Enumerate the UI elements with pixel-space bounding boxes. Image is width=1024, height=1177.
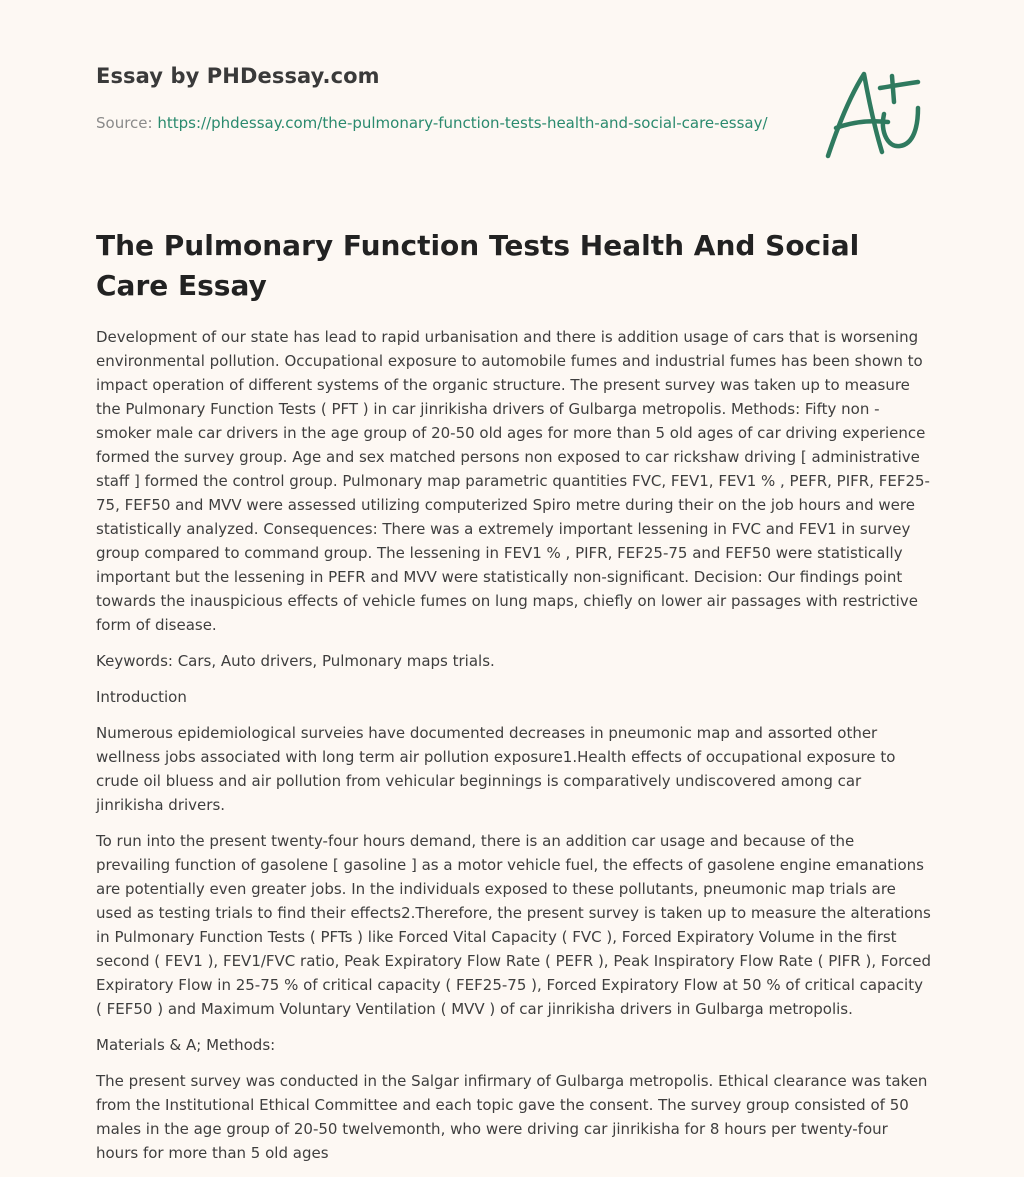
essay-body bbox=[96, 325, 932, 1177]
site-brand: Essay by PHDessay.com bbox=[96, 64, 380, 88]
source-link[interactable]: https://phdessay.com/the-pulmonary-function-tests-health-and-social-care-essay/ bbox=[157, 114, 768, 132]
paragraph-keywords: Keywords: Cars, Auto drivers, Pulmonary maps trials. bbox=[96, 652, 495, 670]
source-line bbox=[96, 112, 776, 134]
heading-methods: Materials & A; Methods: bbox=[96, 1036, 276, 1054]
a-plus-logo-icon bbox=[818, 66, 930, 166]
paragraph-intro-2: To run into the present twenty-four hours demand, there is an addition car usage and because of the prevailing function of gasolene [ gasoline ] as a motor vehicle fuel, the effects of gasolene engine emanations are potentially even greater jobs. In the individuals exposed to these pollutants, pneumonic map trials are used as testing trials to find their effects2.Therefore, the present survey is taken up to measure the alterations in Pulmonary Function Tests ( PFTs ) like Forced Vital Capacity ( FVC ), Forced Expiratory Volume in the first second ( FEV1 ), FEV1/FVC ratio, Peak Expiratory Flow Rate ( PEFR ), Peak Inspiratory Flow Rate ( PIFR ), Forced Expiratory Flow in 25-75 % of critical capacity ( FEF25-75 ), Forced Expiratory Flow at 50 % of critical capacity ( FEF50 ) and Maximum Voluntary Ventilation ( MVV ) of car jinrikisha drivers in Gulbarga metropolis. bbox=[96, 832, 931, 1018]
paragraph-intro-1: Numerous epidemiological surveies have documented decreases in pneumonic map and assorted other wellness jobs associated with long term air pollution exposure1.Health effects of occupational exposure to crude oil bluess and air pollution from vehicular beginnings is comparatively undiscovered among car jinrikisha drivers. bbox=[96, 724, 896, 814]
heading-introduction: Introduction bbox=[96, 688, 187, 706]
source-label: Source: bbox=[96, 114, 153, 132]
paragraph-methods: The present survey was conducted in the Salgar infirmary of Gulbarga metropolis. Ethical clearance was taken from the Institutional Ethical Committee and each topic gave the consent. The survey group consisted of 50 males in the age group of 20-50 twelvemonth, who were driving car jinrikisha for 8 hours per twenty-four hours for more than 5 old ages bbox=[96, 1072, 928, 1162]
paragraph-abstract: Development of our state has lead to rapid urbanisation and there is addition usage of cars that is worsening environmental pollution. Occupational exposure to automobile fumes and industrial fumes has been shown to impact operation of different systems of the organic structure. The present survey was taken up to measure the Pulmonary Function Tests ( PFT ) in car jinrikisha drivers of Gulbarga metropolis. Methods: Fifty non -smoker male car drivers in the age group of 20-50 old ages for more than 5 old ages of car driving experience formed the survey group. Age and sex matched persons non exposed to car rickshaw driving [ administrative staff ] formed the control group. Pulmonary map parametric quantities FVC, FEV1, FEV1 % , PEFR, PIFR, FEF25-75, FEF50 and MVV were assessed utilizing computerized Spiro metre during their on the job hours and were statistically analyzed. Consequences: There was a extremely important lessening in FVC and FEV1 in survey group compared to command group. The lessening in FEV1 % , PIFR, FEF25-75 and FEF50 were statistically important but the lessening in PEFR and MVV were statistically non-significant. Decision: Our findings point towards the inauspicious effects of vehicle fumes on lung maps, chiefly on lower air passages with restrictive form of disease. bbox=[96, 328, 930, 634]
essay-title: The Pulmonary Function Tests Health And Social Care Essay bbox=[96, 229, 860, 302]
